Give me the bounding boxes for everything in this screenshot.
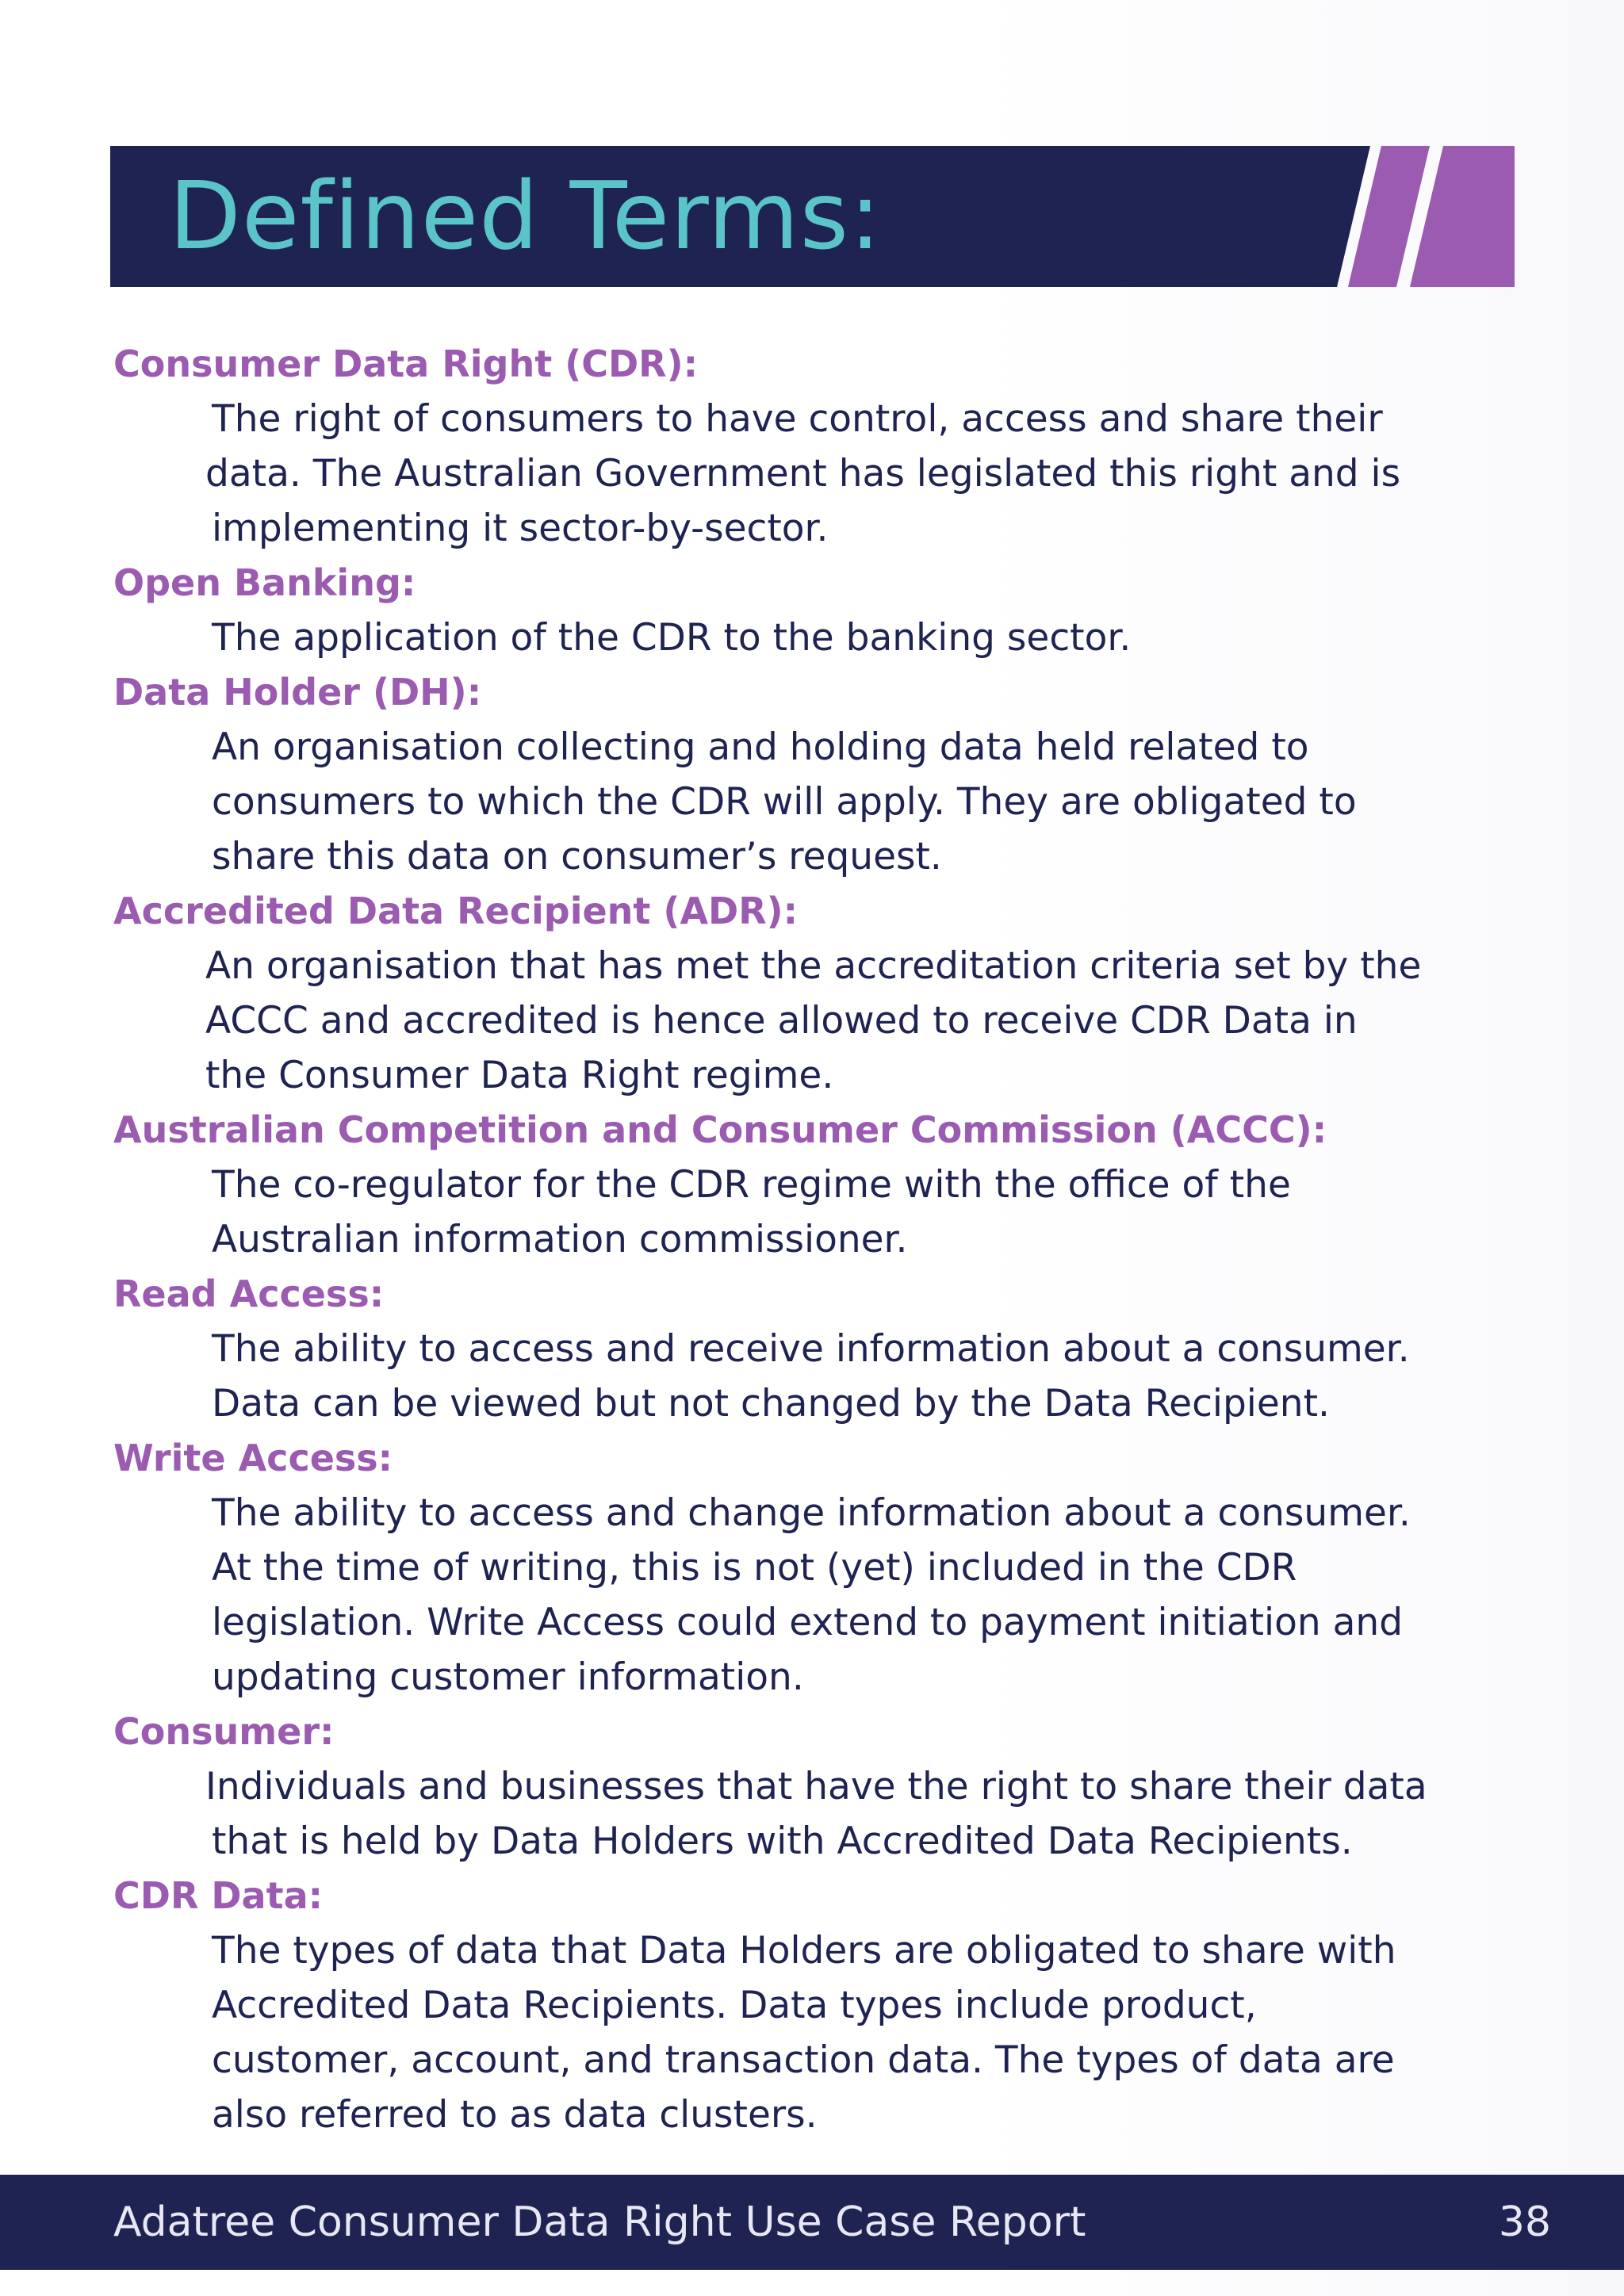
term-heading: Accredited Data Recipient (ADR):	[113, 890, 799, 932]
page-footer	[0, 2175, 1624, 2270]
term-definition-line: At the time of writing, this is not (yet) included in the CDR	[212, 1546, 1297, 1590]
page-title: Defined Terms:	[169, 161, 882, 270]
term-definition-line: Accredited Data Recipients. Data types include product,	[212, 1984, 1257, 2027]
term-definition-line: updating customer information.	[212, 1655, 804, 1699]
term-definition-line: also referred to as data clusters.	[212, 2093, 818, 2137]
term-definition-line: Australian information commissioner.	[212, 1218, 908, 1261]
title-banner-stripe-right	[1410, 146, 1515, 287]
term-heading: Data Holder (DH):	[113, 671, 482, 714]
term-definition-line: The ability to access and change information about a consumer.	[212, 1491, 1411, 1535]
term-heading: CDR Data:	[113, 1874, 324, 1917]
term-definition-line: legislation. Write Access could extend to payment initiation and	[212, 1601, 1404, 1644]
footer-report-title: Adatree Consumer Data Right Use Case Report	[113, 2198, 1086, 2246]
term-definition-line: data. The Australian Government has legislated this right and is	[205, 452, 1401, 496]
term-entry-accc	[113, 1103, 1525, 1267]
term-definition-line: The co-regulator for the CDR regime with the office of the	[212, 1163, 1291, 1207]
term-definition-line: consumers to which the CDR will apply. They are obligated to	[212, 780, 1357, 824]
term-entry-data-holder	[113, 665, 1525, 884]
term-definition-line: that is held by Data Holders with Accredited Data Recipients.	[212, 1820, 1353, 1863]
term-entry-write-access	[113, 1431, 1525, 1705]
term-heading: Australian Competition and Consumer Commission (ACCC):	[113, 1108, 1327, 1151]
term-entry-cdr-data	[113, 1869, 1525, 2142]
term-heading: Consumer:	[113, 1710, 335, 1753]
term-definition-line: implementing it sector-by-sector.	[212, 507, 829, 550]
term-definition-line: Individuals and businesses that have the right to share their data	[205, 1765, 1427, 1808]
title-banner	[110, 146, 1515, 287]
term-heading: Read Access:	[113, 1272, 385, 1315]
term-definition-line: An organisation collecting and holding data held related to	[212, 725, 1309, 769]
term-heading: Write Access:	[113, 1437, 393, 1479]
term-definition-line: An organisation that has met the accreditation criteria set by the	[205, 944, 1422, 988]
footer-page-number: 38	[1498, 2198, 1551, 2246]
defined-terms-list	[113, 337, 1525, 2142]
term-definition-line: The types of data that Data Holders are obligated to share with	[212, 1929, 1396, 1973]
term-entry-cdr	[113, 337, 1525, 556]
term-entry-read-access	[113, 1267, 1525, 1431]
term-definition-line: ACCC and accredited is hence allowed to receive CDR Data in	[205, 999, 1358, 1043]
term-definition-line: Data can be viewed but not changed by the Data Recipient.	[212, 1382, 1330, 1425]
term-definition-line: The right of consumers to have control, access and share their	[212, 397, 1383, 441]
term-definition-line: The ability to access and receive information about a consumer.	[212, 1327, 1410, 1371]
term-entry-open-banking	[113, 556, 1525, 665]
term-heading: Consumer Data Right (CDR):	[113, 342, 699, 385]
term-definition-line: customer, account, and transaction data. The types of data are	[212, 2038, 1395, 2082]
term-entry-consumer	[113, 1705, 1525, 1869]
term-heading: Open Banking:	[113, 561, 416, 604]
term-definition-line: the Consumer Data Right regime.	[205, 1054, 834, 1097]
term-definition-line: The application of the CDR to the banking sector.	[212, 616, 1132, 660]
term-definition-line: share this data on consumer’s request.	[212, 835, 942, 878]
term-entry-adr	[113, 884, 1525, 1103]
